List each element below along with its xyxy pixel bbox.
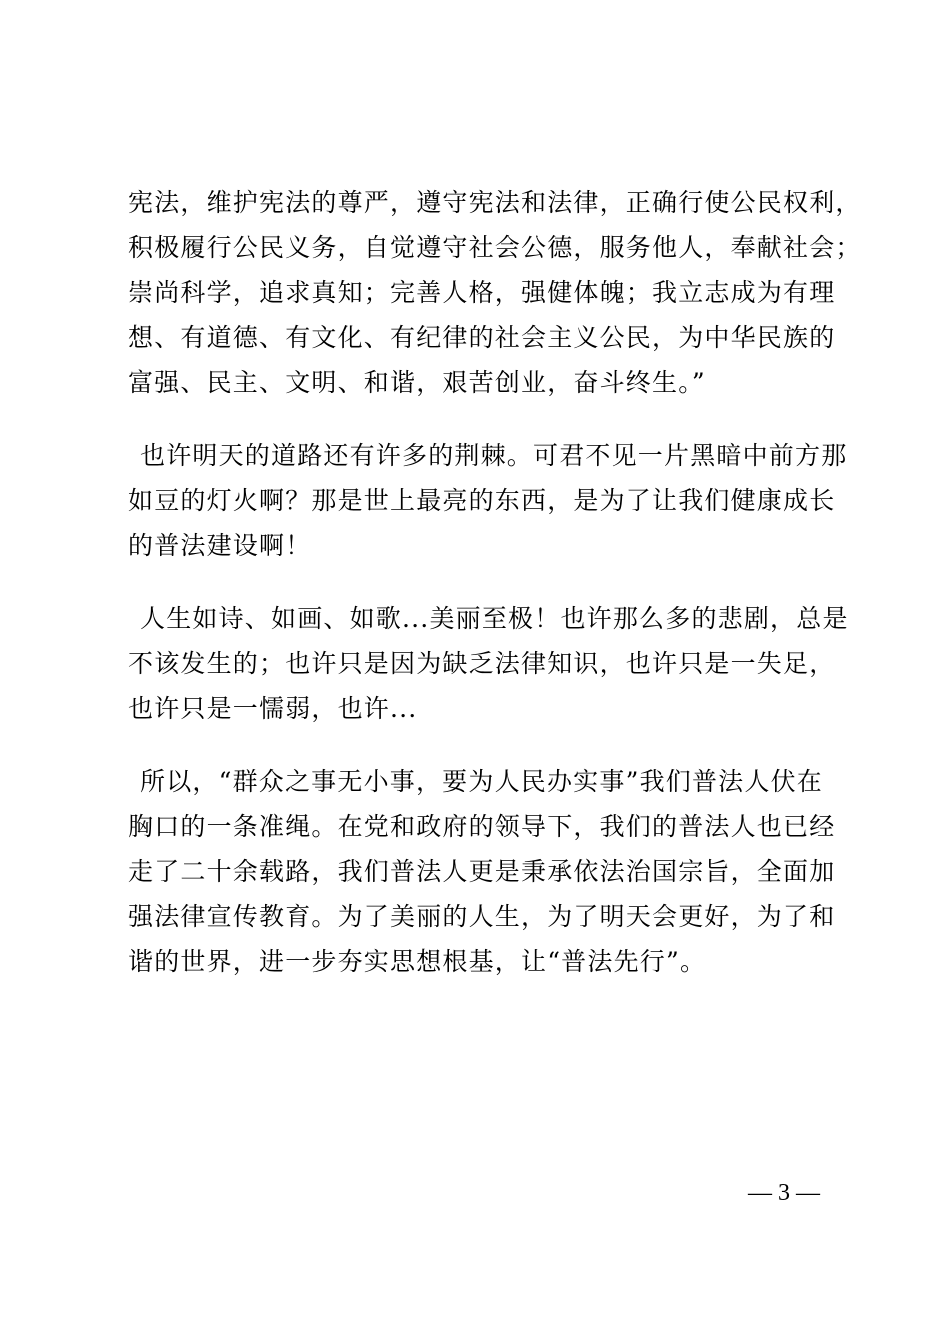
paragraph-line: 崇尚科学，追求真知；完善人格，强健体魄；我立志成为有理 [128, 278, 836, 307]
paragraph-line: 人生如诗、如画、如歌...美丽至极！也许那么多的悲剧，总是 [140, 604, 849, 633]
paragraph-line: 强法律宣传教育。为了美丽的人生，为了明天会更好，为了和 [128, 902, 836, 931]
paragraph-line: 也许只是一懦弱，也许... [128, 694, 418, 723]
paragraph-4 [128, 759, 834, 984]
paragraph-spacer [128, 568, 834, 596]
paragraph-line: 想、有道德、有文化、有纪律的社会主义公民，为中华民族的 [128, 323, 836, 352]
paragraph-line: 走了二十余载路，我们普法人更是秉承依法治国宗旨，全面加 [128, 857, 836, 886]
paragraph-1 [128, 180, 862, 405]
page-number: — 3 — [748, 1180, 820, 1206]
paragraph-line: 富强、民主、文明、和谐，艰苦创业，奋斗终生。” [128, 368, 706, 397]
paragraph-spacer [128, 731, 834, 759]
paragraph-3 [128, 596, 849, 731]
paragraph-line: 的普法建设啊！ [128, 531, 312, 560]
paragraph-line: 宪法，维护宪法的尊严，遵守宪法和法律，正确行使公民权利， [128, 188, 862, 217]
paragraph-line: 也许明天的道路还有许多的荆棘。可君不见一片黑暗中前方那 [140, 441, 848, 470]
paragraph-line: 胸口的一条准绳。在党和政府的领导下，我们的普法人也已经 [128, 812, 836, 841]
paragraph-2 [128, 433, 848, 568]
paragraph-spacer [128, 405, 834, 433]
document-body [128, 180, 862, 984]
paragraph-line: 积极履行公民义务，自觉遵守社会公德，服务他人，奉献社会； [128, 233, 862, 262]
paragraph-line: 谐的世界，进一步夯实思想根基，让“普法先行”。 [128, 947, 707, 976]
paragraph-line: 如豆的灯火啊？那是世上最亮的东西，是为了让我们健康成长 [128, 486, 836, 515]
paragraph-line: 不该发生的；也许只是因为缺乏法律知识，也许只是一失足， [128, 649, 836, 678]
paragraph-line: 所以，“群众之事无小事，要为人民办实事”我们普法人伏在 [140, 767, 823, 796]
